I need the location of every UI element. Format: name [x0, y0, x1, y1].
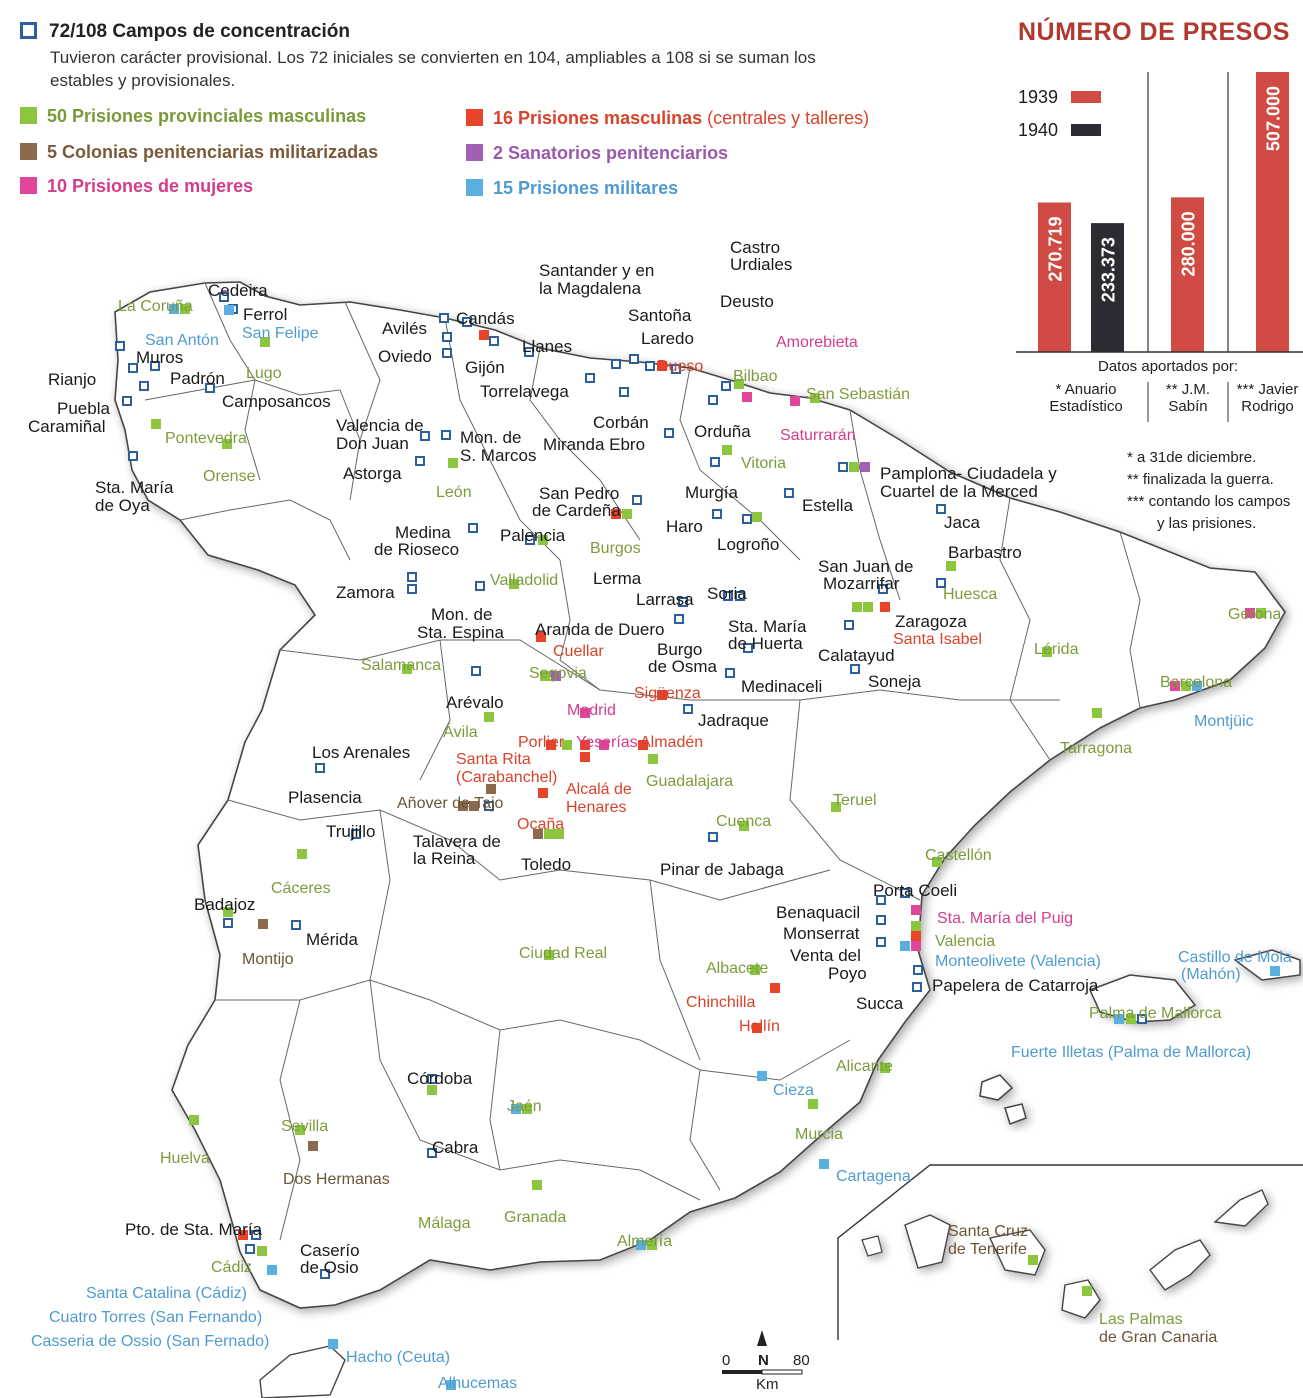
camp-marker	[476, 582, 484, 590]
place-label: Muros	[136, 348, 184, 367]
mil-marker	[900, 941, 910, 951]
place-label: Sta. María	[95, 478, 174, 497]
camp-marker	[914, 966, 922, 974]
place-label: Gijón	[465, 358, 505, 377]
place-label: Sevilla	[281, 1118, 329, 1135]
place-label: Toledo	[521, 855, 572, 874]
camp-marker	[665, 429, 673, 437]
source-1: * Anuario Estadístico	[1049, 381, 1123, 415]
place-label: Mozarrifar	[823, 574, 900, 593]
camp-marker	[408, 585, 416, 593]
place-label: Castellón	[925, 847, 992, 864]
camp-marker	[442, 431, 450, 439]
mil-marker	[757, 1071, 767, 1081]
place-label: Sigüenza	[634, 685, 701, 702]
place-label: San Sebastián	[806, 386, 911, 403]
place-label: San Antón	[145, 332, 219, 349]
camp-marker	[877, 916, 885, 924]
scale-zero: 0	[722, 1352, 731, 1369]
place-label: Córdoba	[407, 1069, 473, 1088]
legend-colonias: 5 Colonias penitenciarias militarizadas	[20, 142, 378, 163]
place-label: Albacete	[706, 960, 769, 977]
place-label: San Pedro	[539, 484, 620, 503]
place-label: Huelva	[160, 1150, 210, 1167]
mil-marker	[1270, 966, 1280, 976]
place-label: Cabra	[432, 1138, 479, 1157]
place-label: Plasencia	[288, 788, 362, 807]
place-label: San Felipe	[242, 325, 319, 342]
camp-marker	[408, 573, 416, 581]
place-label: (Mahón)	[1181, 966, 1241, 983]
place-label: Torrelavega	[480, 382, 569, 401]
place-label: Porta Coeli	[873, 881, 958, 900]
mil-marker	[224, 305, 234, 315]
place-label: de Oya	[95, 496, 150, 515]
bar-label-1: 233.373	[1098, 237, 1119, 303]
place-label: Soria	[707, 584, 747, 603]
place-label: Caserío	[300, 1241, 360, 1260]
place-label: Jadraque	[698, 711, 769, 730]
place-label: Sta. Espina	[417, 623, 504, 642]
place-label: Urdiales	[730, 255, 793, 274]
place-label: Valencia	[935, 933, 996, 950]
place-label: Larrasa	[636, 590, 694, 609]
camp-marker	[845, 621, 853, 629]
place-label: Ocaña	[517, 816, 565, 833]
place-label: Cáceres	[271, 880, 331, 897]
place-label: Puebla	[57, 399, 110, 418]
place-label: Arévalo	[446, 693, 504, 712]
place-label: Jaca	[944, 513, 980, 532]
place-label: Cádiz	[211, 1259, 252, 1276]
camp-marker	[416, 457, 424, 465]
place-label: Porlier	[518, 734, 565, 751]
place-label: (Carabanchel)	[456, 769, 558, 786]
camp-marker	[646, 362, 654, 370]
place-label: Orense	[203, 468, 256, 485]
place-label: Orduña	[694, 422, 751, 441]
place-label: Mon. de	[431, 605, 493, 624]
place-label: Cuartel de la Merced	[880, 482, 1038, 501]
mil-marker	[328, 1339, 338, 1349]
col-marker	[308, 1141, 318, 1151]
place-label: Amorebieta	[776, 334, 858, 351]
scale-max: 80	[793, 1352, 810, 1369]
prov-marker	[297, 849, 307, 859]
legend-prov-masc: 50 Prisiones provinciales masculinas	[20, 106, 366, 127]
scale-north: N	[758, 1352, 769, 1369]
place-label: Gerona	[1228, 606, 1282, 623]
place-label: Málaga	[418, 1215, 471, 1232]
place-label: Saturrarán	[780, 427, 856, 444]
muj-marker	[911, 905, 921, 915]
camp-marker	[851, 665, 859, 673]
place-label: Cuenca	[716, 813, 772, 830]
prov-marker	[849, 462, 859, 472]
place-label: de Huerta	[728, 634, 803, 653]
prov-marker	[863, 602, 873, 612]
place-label: Lugo	[246, 365, 282, 382]
prov-marker	[808, 1099, 818, 1109]
place-label: Madrid	[567, 702, 616, 719]
place-label: León	[436, 484, 472, 501]
place-label: Pinar de Jabaga	[660, 860, 784, 879]
place-label: Monteolivete (Valencia)	[935, 953, 1102, 970]
place-label: Mon. de	[460, 428, 522, 447]
camp-marker	[913, 983, 921, 991]
legend-mujeres: 10 Prisiones de mujeres	[20, 176, 253, 197]
place-label: Zamora	[336, 583, 395, 602]
scale-unit: Km	[756, 1376, 779, 1393]
masc-marker	[580, 752, 590, 762]
camp-marker	[140, 382, 148, 390]
place-label: Zaragoza	[895, 612, 967, 631]
masc-marker	[479, 330, 489, 340]
place-label: de Rioseco	[374, 540, 460, 559]
camp-marker	[713, 510, 721, 518]
place-label: Alhucemas	[438, 1375, 518, 1392]
place-label: Segovia	[529, 665, 587, 682]
place-label: Monserrat	[783, 924, 860, 943]
camp-marker	[630, 355, 638, 363]
place-label: Caramiñal	[28, 417, 106, 436]
camp-marker	[877, 938, 885, 946]
place-label: Logroño	[717, 535, 780, 554]
place-label: Rianjo	[48, 370, 97, 389]
place-label: la Reina	[413, 849, 476, 868]
legend-masc-central: 16 Prisiones masculinas (centrales y talleres)	[466, 108, 869, 129]
place-label: Corbán	[593, 413, 649, 432]
place-label: Jaén	[507, 1098, 542, 1115]
place-label: Venta del	[790, 946, 861, 965]
place-label: S. Marcos	[460, 446, 537, 465]
camp-marker	[722, 382, 730, 390]
place-label: Palencia	[500, 526, 566, 545]
prov-marker	[484, 712, 494, 722]
place-label: Las Palmas	[1099, 1311, 1183, 1328]
place-label: Padrón	[170, 369, 225, 388]
camp-marker	[246, 1245, 254, 1253]
place-label: Castro	[730, 238, 781, 257]
camp-marker	[129, 452, 137, 460]
source-2: ** J.M. Sabín	[1165, 381, 1211, 415]
place-label: Chinchilla	[686, 994, 756, 1011]
place-label: Montjüic	[1194, 713, 1254, 730]
place-label: Ciudad Real	[519, 945, 608, 962]
masc-marker	[880, 602, 890, 612]
place-label: Barbastro	[948, 543, 1022, 562]
camp-marker	[123, 397, 131, 405]
camp-marker	[224, 919, 232, 927]
col-marker	[258, 919, 268, 929]
place-label: Alicante	[836, 1058, 893, 1075]
place-label: Astorga	[343, 464, 402, 483]
prov-marker	[648, 754, 658, 764]
prov-marker	[1092, 708, 1102, 718]
prov-marker	[852, 602, 862, 612]
place-label: Castillo de Mola	[1178, 949, 1292, 966]
place-label: Guadalajara	[646, 773, 734, 790]
place-label: Vitoria	[741, 455, 787, 472]
place-label: Santander y en	[539, 261, 655, 280]
camp-marker	[586, 374, 594, 382]
place-label: Talavera de	[413, 832, 501, 851]
place-label: Deusto	[720, 292, 774, 311]
place-label: Salamanca	[361, 657, 442, 674]
place-label: de Cardeña	[532, 501, 621, 520]
place-label: Bilbao	[733, 368, 778, 385]
prov-marker	[1028, 1255, 1038, 1265]
bar-label-3: 507.000	[1263, 86, 1284, 152]
muj-marker	[742, 392, 752, 402]
place-label: Santa Rita	[456, 751, 531, 768]
place-label: Hellín	[739, 1018, 780, 1035]
camp-marker	[709, 833, 717, 841]
place-label: Sta. María del Puig	[937, 910, 1074, 927]
place-label: Murcia	[795, 1126, 844, 1143]
legend-subtitle: Tuvieron carácter provisional. Los 72 iniciales se convierten en 104, ampliables a 108 si se suman los estables y provisionales.	[50, 48, 816, 90]
place-label: Almadén	[640, 734, 704, 751]
place-label: de Gran Canaria	[1099, 1329, 1218, 1346]
place-label: Burgos	[590, 540, 641, 557]
place-label: Pontevedra	[165, 430, 247, 447]
place-label: Granada	[504, 1209, 567, 1226]
camp-marker	[839, 463, 847, 471]
place-label: La Coruña	[118, 298, 193, 315]
source-heading: Datos aportados por:	[1098, 358, 1239, 375]
prov-marker	[752, 512, 762, 522]
place-label: Cartagena	[836, 1168, 911, 1185]
place-label: Los Arenales	[312, 743, 411, 762]
place-label: Papelera de Catarroja	[932, 976, 1099, 995]
place-label: Murgía	[685, 483, 738, 502]
africa-coast	[260, 1346, 345, 1398]
camp-marker	[684, 705, 692, 713]
camp-marker	[472, 667, 480, 675]
place-label: Santoña	[628, 306, 692, 325]
masc-marker	[770, 983, 780, 993]
place-label: Santa Catalina (Cádiz)	[86, 1285, 247, 1302]
camp-marker	[440, 314, 448, 322]
legend-1940: 1940	[1018, 120, 1101, 141]
place-label: Cedeira	[208, 281, 268, 300]
place-label: Medina	[395, 523, 451, 542]
place-label: Henares	[566, 799, 627, 816]
chart-notes: * a 31de diciembre. ** finalizada la guerra. *** contando los campos y las prisiones.	[1127, 449, 1291, 532]
mil-marker	[267, 1265, 277, 1275]
prov-marker	[151, 419, 161, 429]
prov-marker	[622, 509, 632, 519]
place-label: Candás	[456, 309, 515, 328]
camp-marker	[292, 921, 300, 929]
place-label: Casseria de Ossio (San Fernado)	[31, 1333, 270, 1350]
place-label: Camposancos	[222, 392, 331, 411]
chart-title: NÚMERO DE PRESOS	[1018, 18, 1290, 46]
camp-marker	[443, 333, 451, 341]
place-label: Haro	[666, 517, 703, 536]
prov-marker	[722, 445, 732, 455]
camp-marker	[711, 458, 719, 466]
place-label: de Osio	[300, 1258, 359, 1277]
place-label: Avilés	[382, 319, 428, 338]
place-label: Succa	[856, 994, 904, 1013]
place-label: Don Juan	[336, 434, 409, 453]
place-label: Huesca	[943, 586, 998, 603]
place-label: de Osma	[648, 657, 717, 676]
place-label: Miranda Ebro	[543, 435, 646, 454]
place-label: Barcelona	[1160, 674, 1233, 691]
place-label: Sta. María	[728, 617, 807, 636]
place-label: Valencia de	[336, 416, 424, 435]
place-label: Ávila	[443, 724, 478, 741]
place-label: Poyo	[828, 964, 867, 983]
camp-marker	[612, 360, 620, 368]
bar-label-0: 270.719	[1045, 216, 1066, 282]
place-label: Estella	[802, 496, 854, 515]
muj-marker	[790, 396, 800, 406]
place-label: la Magdalena	[539, 279, 642, 298]
camp-marker	[633, 496, 641, 504]
camp-marker	[709, 396, 717, 404]
masc-marker	[538, 788, 548, 798]
place-label: Cuatro Torres (San Fernando)	[49, 1309, 263, 1326]
camp-marker	[490, 337, 498, 345]
place-label: Soneja	[868, 672, 921, 691]
canary-islands	[862, 1190, 1268, 1318]
camp-marker	[469, 524, 477, 532]
camp-marker	[726, 669, 734, 677]
camp-marker	[937, 505, 945, 513]
place-label: Dos Hermanas	[283, 1171, 390, 1188]
source-3: *** Javier Rodrigo	[1236, 381, 1299, 415]
place-label: Santa Cruz	[948, 1223, 1029, 1240]
bar-label-2: 280.000	[1178, 211, 1199, 277]
camp-marker	[785, 489, 793, 497]
masc-marker	[911, 931, 921, 941]
prov-marker	[946, 561, 956, 571]
place-label: Fuerte Illetas (Palma de Mallorca)	[1011, 1044, 1252, 1061]
place-label: Cieza	[773, 1082, 814, 1099]
place-label: de Tenerife	[948, 1241, 1027, 1258]
prov-marker	[911, 921, 921, 931]
place-label: Lerma	[593, 569, 642, 588]
place-label: Añover de Tajo	[397, 795, 504, 812]
camp-marker	[316, 764, 324, 772]
mil-marker	[819, 1159, 829, 1169]
place-label: Alcalá de	[566, 781, 632, 798]
north-arrow-icon	[757, 1330, 767, 1346]
legend-sanatorios: 2 Sanatorios penitenciarios	[466, 143, 728, 164]
prov-marker	[1082, 1286, 1092, 1296]
place-label: Dueso	[657, 358, 704, 375]
legend-title: 72/108 Campos de concentración	[20, 21, 350, 43]
legend-militares: 15 Prisiones militares	[466, 178, 678, 199]
canary-inset-frame	[838, 1165, 1303, 1340]
prov-marker	[257, 1246, 267, 1256]
place-label: Trujillo	[326, 822, 376, 841]
place-label: Badajoz	[194, 895, 256, 914]
place-label: Montijo	[242, 951, 294, 968]
prov-marker	[532, 1180, 542, 1190]
sana-marker	[860, 462, 870, 472]
muj-marker	[911, 941, 921, 951]
camp-marker	[743, 515, 751, 523]
place-label: Aranda de Duero	[535, 620, 665, 639]
place-label: Almería	[617, 1233, 673, 1250]
camp-marker	[116, 342, 124, 350]
place-label: Medinaceli	[741, 677, 823, 696]
prov-marker	[189, 1115, 199, 1125]
place-label: San Juan de	[818, 557, 914, 576]
place-label: Llanes	[522, 337, 573, 356]
place-label: Yeserías	[576, 734, 638, 751]
place-label: Hacho (Ceuta)	[346, 1349, 451, 1366]
place-label: Lérida	[1034, 641, 1079, 658]
place-label: Oviedo	[378, 347, 432, 366]
place-label: Cuellar	[553, 643, 604, 660]
place-label: Burgo	[657, 640, 703, 659]
camp-marker	[620, 388, 628, 396]
place-label: Teruel	[833, 792, 877, 809]
place-label: Pto. de Sta. María	[125, 1220, 263, 1239]
place-label: Santa Isabel	[893, 631, 982, 648]
place-label: Laredo	[641, 329, 694, 348]
place-label: Ferrol	[243, 305, 288, 324]
place-label: Tarragona	[1060, 740, 1133, 757]
place-label: Calatayud	[818, 646, 895, 665]
prov-marker	[448, 458, 458, 468]
place-label: Valladolid	[490, 572, 559, 589]
place-label: Palma de Mallorca	[1089, 1005, 1222, 1022]
place-label: Pamplona- Ciudadela y	[880, 464, 1057, 483]
camp-marker	[675, 615, 683, 623]
place-label: Mérida	[306, 930, 358, 949]
place-label: Benaquacil	[776, 903, 861, 922]
legend-1939: 1939	[1018, 87, 1101, 108]
camp-marker	[443, 349, 451, 357]
